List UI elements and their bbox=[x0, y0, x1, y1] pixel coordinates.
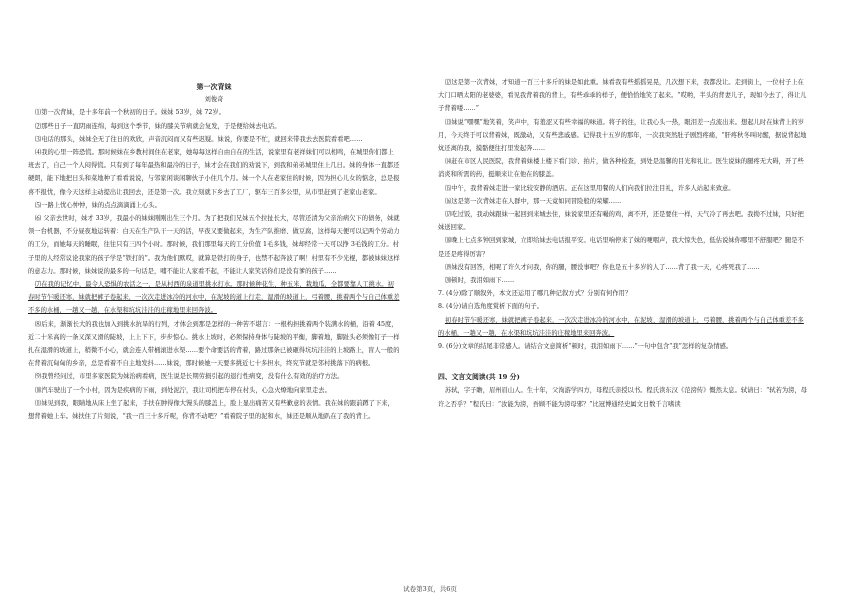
article-title: 第一次背妹 bbox=[196, 82, 232, 91]
paragraph-15: ⒂中午，我背着妹走进一家比较安静的酒店。正在这里用餐的人们向我们拉注目礼，许多人站起来致意。 bbox=[444, 184, 735, 192]
paragraph-17: ⒄吃过饭，我动妹跟妹一起回到来城去住，妹说家里还有嘬的鸡，离不开，还是要住一样，天气冷了再去吧。我拗不过妹，只好把妹送回家。 bbox=[438, 211, 804, 232]
paragraph-10: ⑽汽车驶出了一个小村，因为是疾病的下雨，到处泥泞，我让司机把车停在村头，心急火燎地向家里走去。 bbox=[34, 386, 331, 394]
question-8: 8. (4分)请自选角度赏析下面的句子。 bbox=[438, 303, 544, 311]
section-4-heading: 四、文言文阅读(共 19 分) bbox=[438, 373, 520, 382]
question-9: 9. (6分)文章的结尾非常感人。请结合文意简析“顿时，我泪如雨下……”一句中包含“我”怎样的复杂情感。 bbox=[438, 343, 733, 351]
paragraph-5: ⑸一路上忧心忡忡，妹的点点滴滴涌上心头。 bbox=[34, 201, 161, 209]
question-8-quote: 初春时节乍暖还寒，妹就把裤子卷起来，一次次走进冰冷的河水中，在泥坡、湿滑的坡道上，弓着腰，挑着两个与自己体重差不多的水桶，一趟又一趟，在水渠和坑坑洼洼的庄稼地里来回奔波。 bbox=[438, 316, 804, 337]
paragraph-3: ⑶电话的那头，妹妹全无了往日的欢欣，声音沉闷而又有些迟疑。妹说，你要是不忙，就回来带我去去医院看看吧…… bbox=[34, 135, 363, 143]
section-4-text: 苏轼，字子瞻，眉州眉山人。生十年，父洵游学四方，母程氏亲授以书。程氏读东汉《范滂传》慨然太息。轼请曰：“轼若为滂，母许之否乎？”程氏曰：“汝能为滂，吾顾不能为滂母邪？”比冠博通经史属文日数千言嗜读 bbox=[438, 387, 808, 408]
right-column bbox=[438, 76, 810, 411]
question-7: 7. (4分)除了顺叙外，本文还运用了哪几种记叙方式？分别有何作用？ bbox=[438, 290, 632, 298]
paragraph-20: ⒇顿时，我泪如雨下…… bbox=[444, 277, 515, 285]
paragraph-19: ⒆妹没有回答，相呢了许久才问我，你的腿，腰没事吧？你也是五十多岁的人了……背了我一天，心疼死我了…… bbox=[444, 263, 760, 271]
left-column bbox=[28, 80, 400, 423]
paragraph-4: ⑷我的心里一阵恐慌。那时候妹在乡教村间住在老家，她每每这样自由自在的生活，说家里有老祥妹们可以相鸣，在城里你们都上班去了，自己一个人闷得慌。只有到了每年最热和最冷的日子，妹才会在我们的劝说下，到我和弟弟城里住上几日。妹的身体一直都还硬朗，能下地把日头和菜地种了看看说说，与邻家闲谈闲聊伙子小住几个月。妹一个人在老家住的时候，因为担心儿女的惦念，总是报喜不报忧，像今天这样主动提出让我回去，还是第一次。我立刻就下乡去了工厂，驱车三百多公里，从市里赶到了老家山老家。 bbox=[28, 149, 400, 196]
paragraph-6: ⑹ 父亲去世时，妹才 33岁，我最小的妹妹刚刚出生三个月。为了把我们兄妹五个拉扯长大，尽管还清为父亲治病欠下的债务，妹就领一台机器，不分昼夜地运转着：白天在生产队干一天的活，早夜又要做起来，为生产队推磨、做豆腐，这样每天便可以记两个劳动力的工分，而她每天的睡眠，往往只有三四个小时。那时候，我们那里每天的工分价值 1毛多钱，妹却经常一天可以挣 3毛钱的工分。村子里的人经常议论我家的孩子学是“铁打的”。我为他们默哎，就算是铁打的身子，也禁不起奔波了啊！村里有不少光棍，都被妹妹这样的意志力。那时候，妹妹说的最多的一句话是，哺不能让人家看不起，不能让人家笑话你们是没有爹的孩子…… bbox=[28, 215, 400, 275]
page-footer: 试卷第3页，共6页 bbox=[403, 585, 457, 593]
article-author: 刘俊奇 bbox=[204, 96, 224, 104]
paragraph-14: ⒁赶在市区人民医院，我背着妹楼上楼下看门诊、拍片，做各种检查，到处是温馨的目光和礼让。医生说妹的腿疼无大碍，开了些消炎和所需的药，挺顺来让在他在的膝盖。 bbox=[438, 158, 804, 179]
paragraph-13: ⒀妹说“嘿嘿”地笑着，笑声中，有羞涩又有些幸福的味道。将子的往，让我心头一热，眼泪差一点流出来。想起儿时在妹背上的岁月，今天终于可以背着妹，既激动，又有些悲戚感。记得我十五岁的那年，一次我突然肚子剧烈疼痛，“肝疼秋冬叫时醒，据说背起地炕还离的我，摸骼便往打里发起奔…… bbox=[438, 118, 807, 153]
paragraph-7: ⑺在我的记忆中，最令人恐惧的农活之一，是从村西的泉道里挑水打水。那时候种花生、种玉米，栽地瓜，全都要靠人工挑水。初春时节乍暖还寒，妹就把裤子卷起来，一次次走进冰冷的河水中，在泥坡的道上行走，湿滑的坡道上，弓着腰，挑着两个与自己体重差不多的水桶，一趟又一趟，在水渠和坑坑洼洼的庄稼地里来回奔波。 bbox=[28, 281, 400, 315]
paragraph-12: ⑿这是第一次背妹，才知道一百三十多斤的妹是如此重。妹看我有些摇摇晃晃，几次想下来，我都没让。走到街上，一位村子上在大门口晒太阳的老婆婆，看见我背着我的背上，有些乖乖的样子，便恰恰地笑了起来。“哎哟，半头的背妻儿子，现如今去了，得让儿子背着喽……” bbox=[438, 79, 807, 113]
paragraph-16: ⒃这是第一次背妹走在人群中，那一天竟如同冒险般的荣耀…… bbox=[444, 197, 622, 205]
paragraph-1: ⑴第一次背妹，是十多年前一个秋初的日子。妹妹 53岁，妹 72岁。 bbox=[34, 109, 225, 117]
paragraph-2: ⑵那些日子一直阴雨连绵，每到这个季节，妹的膝关节病就会复发，于是便给妹去电话。 bbox=[34, 122, 281, 130]
paragraph-8: ⑻后来，渐渐长大的我也加入到挑水抗旱的行列，才体会到那是怎样的一种苦不堪言：一根构担挑着两个装满水的桶，沿着 45度，近二十米高的一条又深又滑的陡坡，上上下下，步步惊心。挑水上坡时，必须保持身体与陡坡的平衡，脚着地，脚趾头必须像钉子一样扎在湿滑的坡道上，稍微不小心，就会连人带桶滚进水渠……要个命要活的背着，路过那条已被砸得坑坑洼洼的上坡路上，盲人一般的在背着沉甸甸的乡亲，总是看着不自主地发抖……妹说，那时候她一天要多挑近七十多担水，终究节就是邻村挑落下的病根。 bbox=[28, 320, 400, 368]
paragraph-18: ⒅晚上七点多钟回到家城，立即给妹去电话报平安。电话里响停来了妹的哽咽声，我大惊失色，低估说妹你哪里不舒服吧？腿是不是还是疼得厉害？ bbox=[438, 237, 804, 258]
paragraph-11: ⑾妹见到我，眼睛地从床上坐了起来，手扶在肿得像大馒头的膝盖上，脸上显出痛苦又有些歉意的表情。我在妹的跟前蹲了下来，想背着她上车。妹扶住了片刻说，“我一百三十多斤呢，你背不动吧？”看着院子里的泥和水，妹还是顺从地趴在了我的背上。 bbox=[28, 399, 394, 421]
paragraph-9: ⑼我曾经问过，市里多家医院为妹治病看病，医生说是长期劳损引起的退行性病变，没有什么有效的治疗方法。 bbox=[34, 373, 344, 381]
